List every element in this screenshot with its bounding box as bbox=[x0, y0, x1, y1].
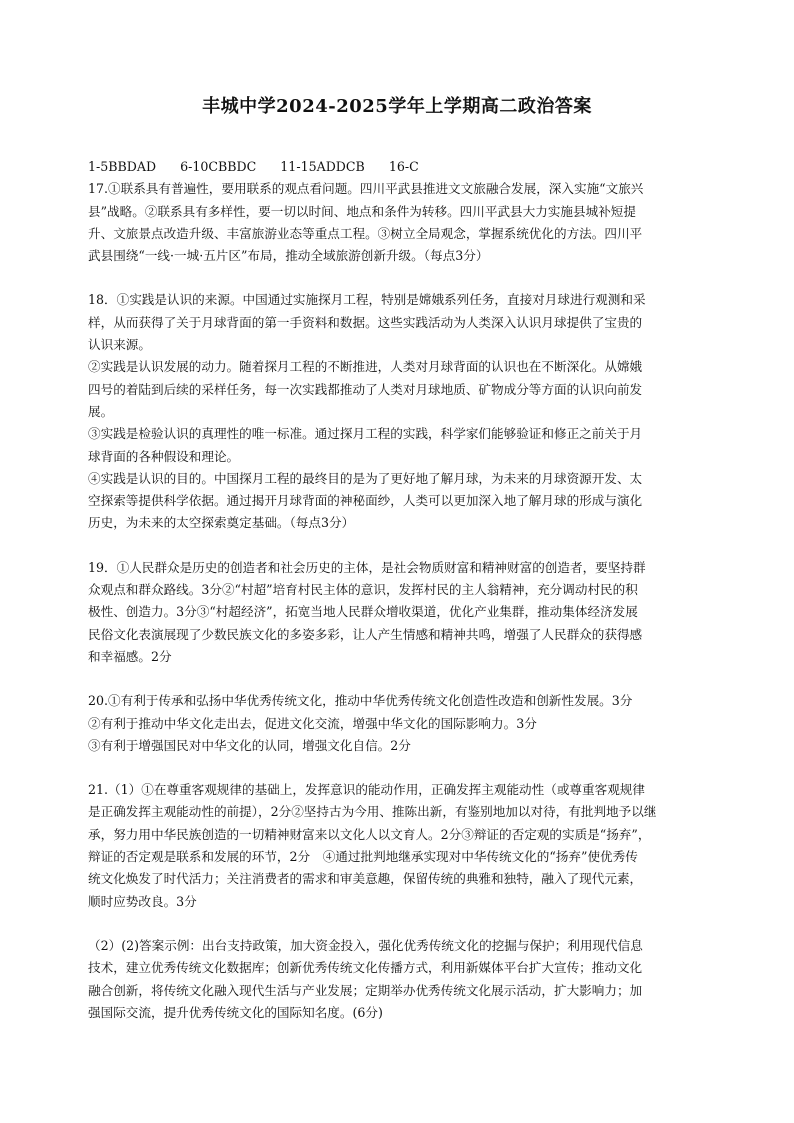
block-spacer bbox=[88, 267, 708, 289]
answer-line: 18．①实践是认识的来源。中国通过实施探月工程，特别是嫦娥系列任务，直接对月球进行观测和采 bbox=[88, 292, 646, 308]
answer-line: 样，从而获得了关于月球背面的第一手资料和数据。这些实践活动为人类深入认识月球提供了宝贵的 bbox=[88, 314, 643, 330]
answer-line: （2）(2)答案示例：出台支持政策，加大资金投入，强化优秀传统文化的挖掘与保护；利用现代信息 bbox=[88, 937, 643, 953]
answer-line: 认识来源。 bbox=[88, 337, 151, 353]
answer-line: 县”战略。②联系具有多样性，要一切以时间、地点和条件为转移。四川平武县大力实施县城补短提 bbox=[88, 203, 636, 219]
answer-line: 19．①人民群众是历史的创造者和社会历史的主体，是社会物质财富和精神财富的创造者，要坚持群 bbox=[88, 559, 646, 575]
answer-line: ②有利于推动中华文化走出去，促进文化交流，增强中华文化的国际影响力。3分 bbox=[88, 715, 537, 731]
answer-line: ④实践是认识的目的。中国探月工程的最终目的是为了更好地了解月球，为未来的月球资源开发、太 bbox=[88, 470, 643, 486]
answer-line: 四号的着陆到后续的采样任务，每一次实践都推动了人类对月球地质、矿物成分等方面的认识向前发 bbox=[88, 381, 643, 397]
answer-line: 融合创新，将传统文化融入现代生活与产业发展；定期举办优秀传统文化展示活动，扩大影响力；加 bbox=[88, 982, 643, 998]
answer-block-q18 bbox=[88, 289, 708, 534]
answer-line: 是正确发挥主观能动性的前提），2分②坚持古为今用、推陈出新，有鉴别地加以对待，有批判地予以继 bbox=[88, 804, 657, 820]
answer-group: 11-15ADDCB bbox=[280, 159, 365, 174]
answer-line: 统文化焕发了时代活力；关注消费者的需求和审美意趣，保留传统的典雅和独特，融入了现代元素， bbox=[88, 871, 643, 887]
answer-line: ②实践是认识发展的动力。随着探月工程的不断推进，人类对月球背面的认识也在不断深化。从嫦娥 bbox=[88, 359, 643, 375]
question-blocks bbox=[88, 178, 708, 1024]
answer-line: 展。 bbox=[88, 403, 114, 419]
answer-line: 21.（1）①在尊重客观规律的基础上，发挥意识的能动作用，正确发挥主观能动性（或尊重客观规律 bbox=[88, 782, 645, 798]
block-spacer bbox=[88, 668, 708, 690]
answer-line: 升、文旅景点改造升级、丰富旅游业态等重点工程。③树立全局观念，掌握系统优化的方法。四川平 bbox=[88, 225, 643, 241]
answer-line: 强国际交流，提升优秀传统文化的国际知名度。(6分) bbox=[88, 1004, 383, 1020]
answer-line: 球背面的各种假设和理论。 bbox=[88, 448, 240, 464]
answer-block-q19 bbox=[88, 557, 708, 668]
answer-group: 16-C bbox=[388, 159, 419, 174]
answer-line: 20.①有利于传承和弘扬中华优秀传统文化，推动中华优秀传统文化创造性改造和创新性发展。3分 bbox=[88, 693, 633, 709]
multiple-choice-answers bbox=[88, 156, 708, 178]
block-spacer bbox=[88, 913, 708, 935]
answer-line: 极性、创造力。3分③“村超经济”，拓宽当地人民群众增收渠道，优化产业集群，推动集体经济发展 bbox=[88, 604, 638, 620]
answer-block-q17 bbox=[88, 178, 708, 267]
answer-line: 空探索等提供科学依据。通过揭开月球背面的神秘面纱，人类可以更加深入地了解月球的形成与演化 bbox=[88, 493, 643, 509]
answer-block-q20 bbox=[88, 690, 708, 757]
answer-line: ③有利于增强国民对中华文化的认同，增强文化自信。2分 bbox=[88, 737, 411, 753]
answer-line: 顺时应势改良。3分 bbox=[88, 893, 197, 909]
answer-line: 技术，建立优秀传统文化数据库；创新优秀传统文化传播方式，利用新媒体平台扩大宣传；推动文化 bbox=[88, 960, 643, 976]
answer-line: 武县围绕“一线·一城·五片区”布局，推动全域旅游创新升级。（每点3分） bbox=[88, 248, 489, 264]
answer-group: 6-10CBBDC bbox=[180, 159, 257, 174]
answer-block-q21-2 bbox=[88, 935, 708, 1024]
block-spacer bbox=[88, 535, 708, 557]
answer-line: 历史，为未来的太空探索奠定基础。（每点3分） bbox=[88, 515, 355, 531]
answer-line: 17.①联系具有普遍性，要用联系的观点看问题。四川平武县推进文文旅融合发展，深入实施“文旅兴 bbox=[88, 181, 644, 197]
answer-line: ③实践是检验认识的真理性的唯一标准。通过探月工程的实践，科学家们能够验证和修正之前关于月 bbox=[88, 426, 643, 442]
answer-group: 1-5BBDAD bbox=[88, 159, 157, 174]
answer-content bbox=[88, 156, 708, 1024]
block-spacer bbox=[88, 757, 708, 779]
answer-line: 承，努力用中华民族创造的一切精神财富来以文化人以文育人。2分③辩证的否定观的实质是“扬弃”， bbox=[88, 826, 651, 842]
page-title: 丰城中学2024-2025学年上学期高二政治答案 bbox=[202, 96, 592, 117]
answer-line: 众观点和群众路线。3分②“村超”培育村民主体的意识，发挥村民的主人翁精神，充分调动村民的积 bbox=[88, 582, 638, 598]
answer-block-q21-1 bbox=[88, 779, 708, 913]
answer-line: 民俗文化表演展现了少数民族文化的多姿多彩，让人产生情感和精神共鸣，增强了人民群众的获得感 bbox=[88, 626, 643, 642]
answer-line: 和幸福感。2分 bbox=[88, 648, 172, 664]
answer-line: 辩证的否定观是联系和发展的环节，2分 ④通过批判地继承实现对中华传统文化的“扬弃”使优秀传 bbox=[88, 849, 638, 865]
